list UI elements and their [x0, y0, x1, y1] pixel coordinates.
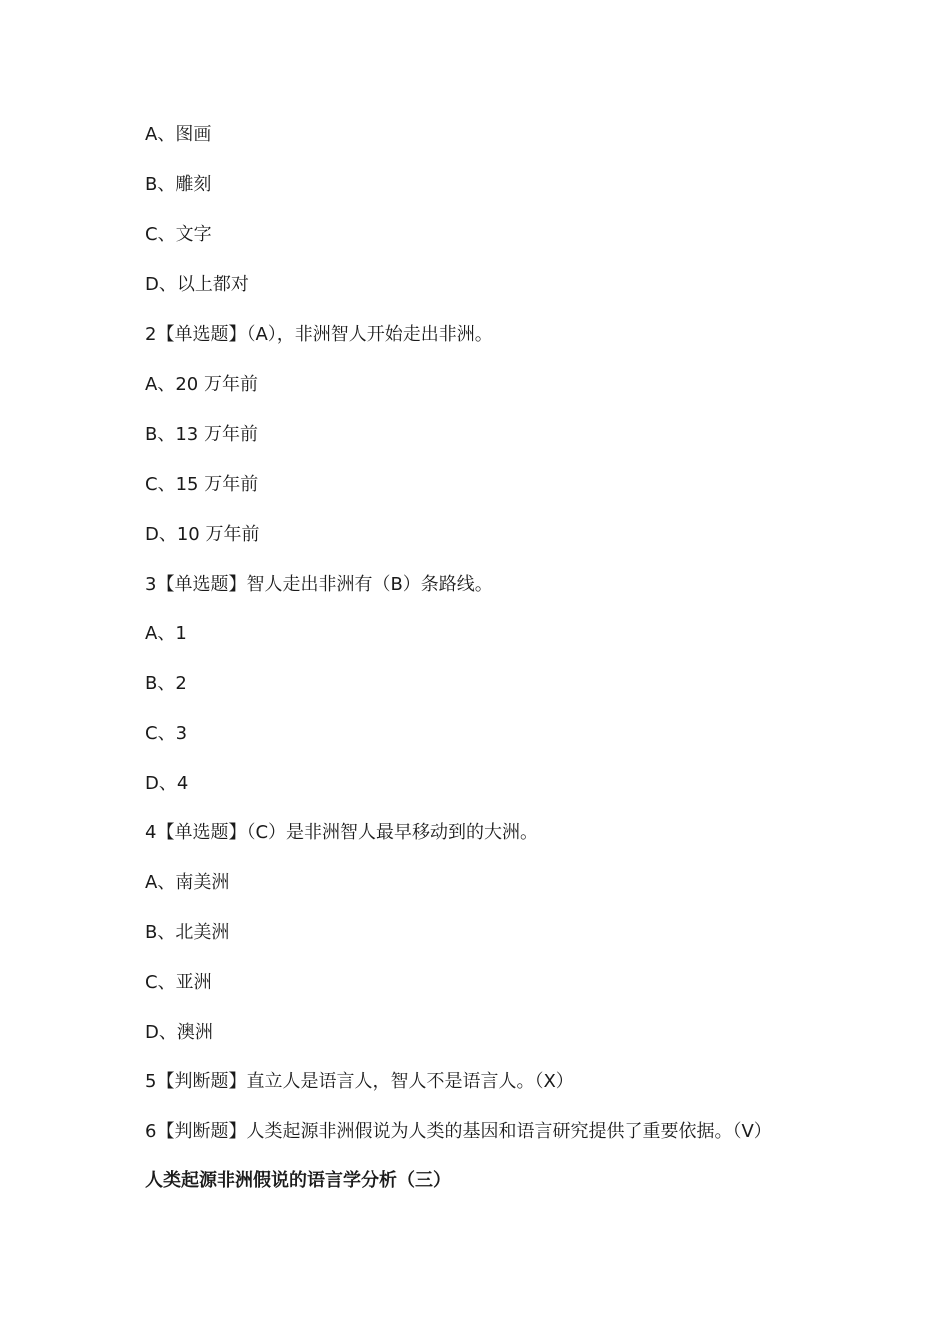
question-3: 3【单选题】智人走出非洲有（B）条路线。	[145, 574, 493, 595]
question-2: 2【单选题】（A），非洲智人开始走出非洲。	[145, 324, 493, 345]
option-c: C、亚洲	[145, 972, 212, 993]
option-c: C、15 万年前	[145, 474, 259, 495]
option-c: C、文字	[145, 224, 212, 245]
option-a: A、图画	[145, 124, 212, 145]
option-d: D、以上都对	[145, 274, 249, 295]
option-a: A、南美洲	[145, 872, 230, 893]
question-5: 5【判断题】直立人是语言人，智人不是语言人。（X）	[145, 1071, 574, 1092]
option-b: B、雕刻	[145, 174, 212, 195]
option-b: B、2	[145, 673, 187, 694]
option-d: D、10 万年前	[145, 524, 260, 545]
option-d: D、澳洲	[145, 1022, 213, 1043]
question-4: 4【单选题】（C）是非洲智人最早移动到的大洲。	[145, 822, 539, 843]
option-c: C、3	[145, 723, 188, 744]
option-b: B、北美洲	[145, 922, 230, 943]
question-6: 6【判断题】人类起源非洲假说为人类的基因和语言研究提供了重要依据。（V）	[145, 1121, 772, 1142]
option-a: A、1	[145, 623, 187, 644]
section-title: 人类起源非洲假说的语言学分析（三）	[145, 1170, 451, 1191]
option-b: B、13 万年前	[145, 424, 258, 445]
option-d: D、4	[145, 773, 189, 794]
option-a: A、20 万年前	[145, 374, 258, 395]
